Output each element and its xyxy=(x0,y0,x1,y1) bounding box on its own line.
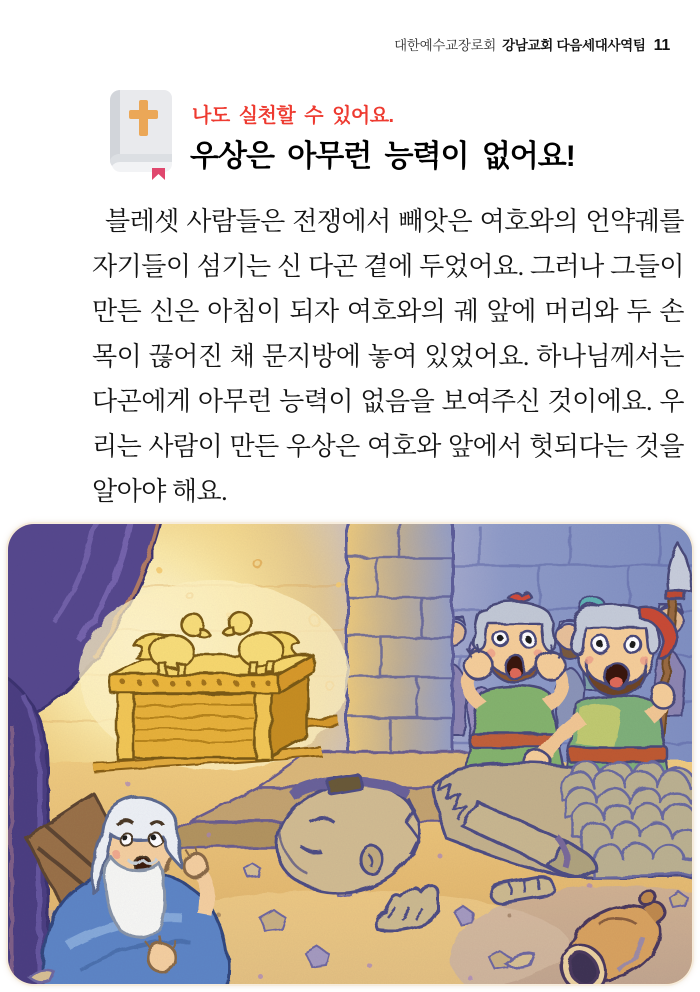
section-title: 우상은 아무런 능력이 없어요! xyxy=(190,140,575,173)
page-number: 11 xyxy=(653,37,670,54)
bible-book-icon xyxy=(106,86,180,180)
team-name: 강남교회 다음세대사역팀 xyxy=(502,38,646,53)
crayon-texture xyxy=(8,524,692,984)
paragraph-line: 자기들이 섬기는 신 다곤 곁에 두었어요. 그러나 그들이 xyxy=(92,252,684,281)
paragraph-line: 만든 신은 아침이 되자 여호와의 궤 앞에 머리와 두 손 xyxy=(92,297,684,326)
paragraph-line: 리는 사람이 만든 우상은 여호와 앞에서 헛되다는 것을 xyxy=(92,432,684,461)
paragraph-line: 블레셋 사람들은 전쟁에서 빼앗은 여호와의 언약궤를 xyxy=(105,207,684,236)
body-paragraph xyxy=(92,199,684,514)
paragraph-line: 알아야 해요. xyxy=(92,477,228,506)
page-header xyxy=(394,34,670,55)
story-illustration xyxy=(8,524,692,984)
org-name: 대한예수교장로회 xyxy=(394,38,497,53)
paragraph-line: 다곤에게 아무런 능력이 없음을 보여주신 것이에요. 우 xyxy=(92,387,684,416)
section-kicker: 나도 실천할 수 있어요. xyxy=(192,105,394,127)
paragraph-line: 목이 끊어진 채 문지방에 놓여 있었어요. 하나님께서는 xyxy=(92,342,684,371)
